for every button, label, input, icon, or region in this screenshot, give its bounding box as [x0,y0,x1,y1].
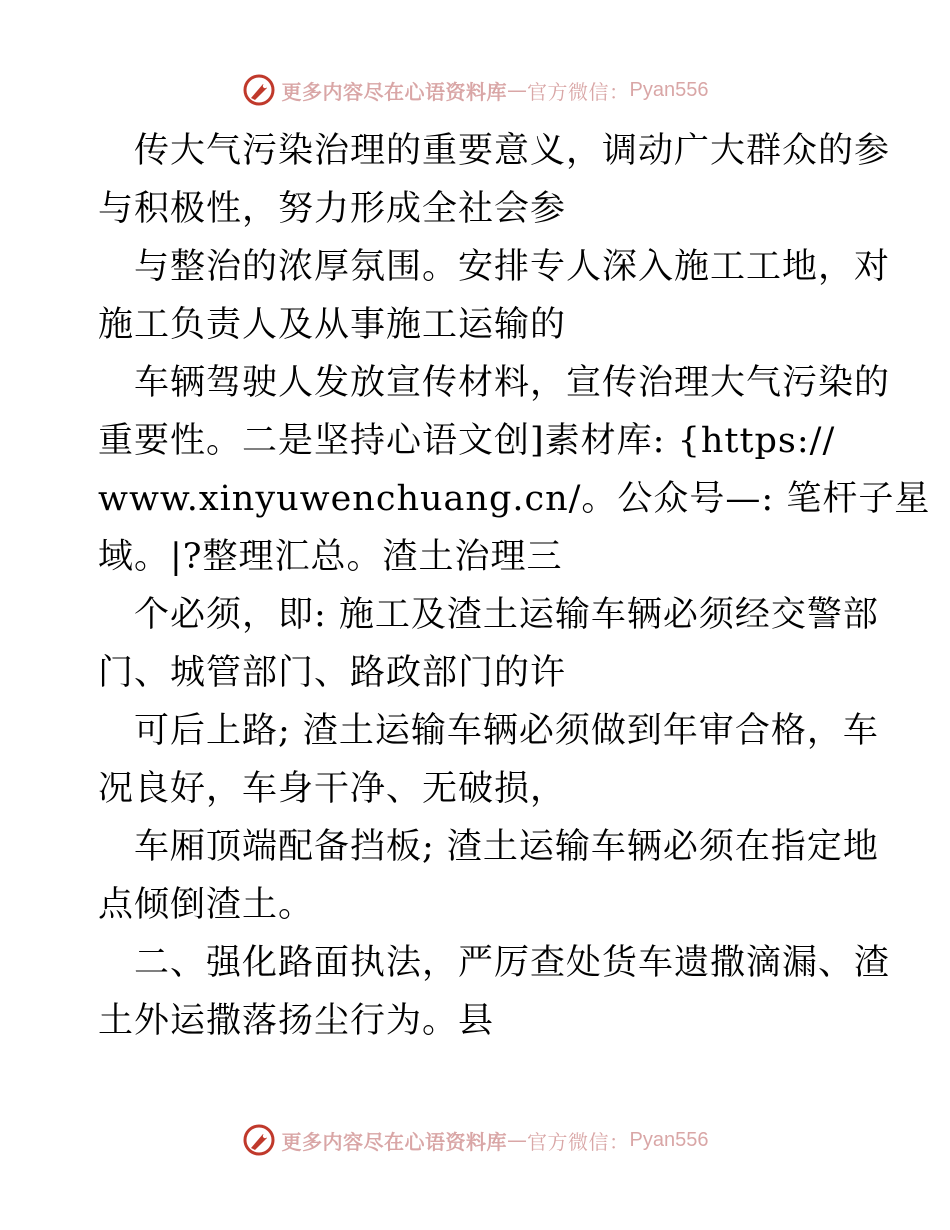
header-watermark [0,70,950,110]
text-line: 况良好，车身干净、无破损， [98,769,567,809]
text-line: 域。|?整理汇总。渣土治理三 [98,537,563,577]
text-line: 施工负责人及从事施工运输的 [98,305,567,345]
document-body [98,122,931,1050]
footer-site-text: 更多内容尽在心语资料库 [281,1129,508,1154]
text-line: www.xinyuwenchuang.cn/。公众号—: 笔杆子星 [98,479,931,519]
text-line: 门、城管部门、路政部门的许 [98,653,567,693]
footer-separator: — [507,1128,528,1152]
text-line: 传大气污染治理的重要意义，调动广大群众的参 [134,131,891,171]
text-line: 土外运撒落扬尘行为。县 [98,1001,495,1041]
text-line: 与整治的浓厚氛围。安排专人深入施工工地，对 [134,247,891,287]
header-separator: — [507,78,528,102]
text-line: 车厢顶端配备挡板; 渣土运输车辆必须在指定地 [134,827,879,867]
header-wechat-id: Pyan556 [629,78,709,101]
text-line: 点倾倒渣土。 [98,885,315,925]
footer-wechat-id: Pyan556 [629,1128,709,1151]
footer-wechat-label: 官方微信： [527,1129,630,1154]
footer-watermark [0,1120,950,1160]
text-line: 车辆驾驶人发放宣传材料，宣传治理大气污染的 [134,363,891,403]
text-line: 二、强化路面执法，严厉查处货车遗撒滴漏、渣 [134,943,891,983]
header-site-text: 更多内容尽在心语资料库 [281,79,508,104]
text-line: 可后上路; 渣土运输车辆必须做到年审合格，车 [134,711,879,751]
text-line: 重要性。二是坚持心语文创]素材库: {https:// [98,421,836,461]
pen-nib-icon [242,73,276,107]
text-line: 个必须，即: 施工及渣土运输车辆必须经交警部 [134,595,879,635]
text-line: 与积极性，努力形成全社会参 [98,189,567,229]
pen-nib-icon [242,1123,276,1157]
header-wechat-label: 官方微信： [527,79,630,104]
